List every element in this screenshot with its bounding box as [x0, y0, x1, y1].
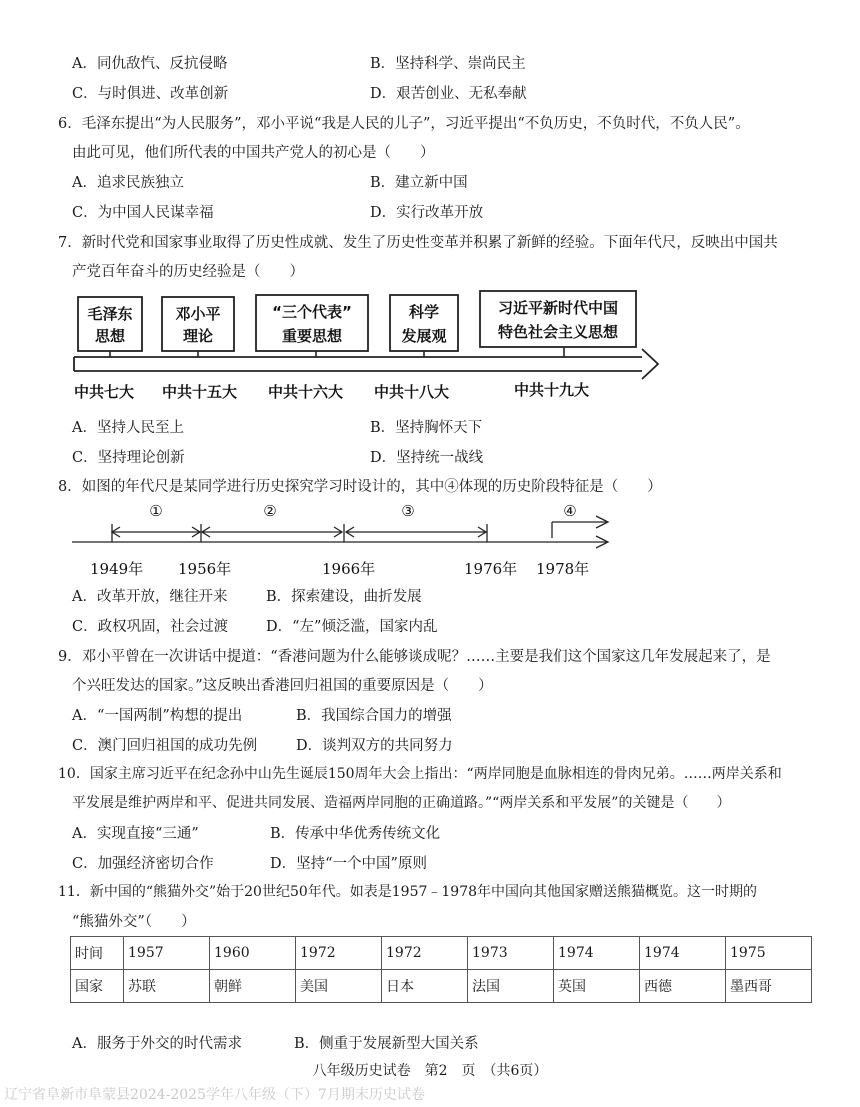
q6-stem-line1: 6．毛泽东提出“为人民服务”，邓小平说“我是人民的儿子”，习近平提出“不负历史，不负时代，不负人民”。	[58, 116, 750, 132]
q10-stem-line2: 平发展是维护两岸和平、促进共同发展、造福两岸同胞的正确道路。”“两岸关系和平发展”的关键是（ ）	[72, 795, 731, 811]
page-footer: 八年级历史试卷 第2 页 （共6页）	[312, 1063, 548, 1079]
q8-option-b: B．探索建设，曲折发展	[266, 589, 422, 605]
q8-mark-4: ④	[563, 502, 577, 520]
q10-option-b: B．传承中华优秀传统文化	[270, 826, 441, 842]
q7-option-c: C．坚持理论创新	[72, 450, 185, 466]
q10-option-c: C．加强经济密切合作	[72, 856, 214, 872]
q6-option-d: D．实行改革开放	[370, 205, 484, 221]
table-cell: 1960	[210, 937, 296, 970]
svg-text:“三个代表”: “三个代表”	[272, 303, 352, 321]
table-cell: 苏联	[124, 970, 210, 1003]
q7-option-b: B．坚持胸怀天下	[370, 420, 483, 436]
watermark-text: 辽宁省阜新市阜蒙县2024-2025学年八年级（下）7月期末历史试卷	[4, 1087, 425, 1103]
svg-text:理论: 理论	[182, 327, 214, 345]
table-cell: 国家	[71, 970, 124, 1003]
q7-option-a: A．坚持人民至上	[72, 420, 184, 436]
q5-option-d: D．艰苦创业、无私奉献	[370, 86, 527, 102]
q6-option-a: A．追求民族独立	[72, 175, 184, 191]
q11-stem-line2: “熊猫外交”（ ）	[72, 914, 196, 930]
q8-year-1966: 1966年	[322, 560, 376, 578]
svg-text:邓小平: 邓小平	[175, 305, 221, 323]
q8-option-c: C．政权巩固，社会过渡	[72, 619, 229, 635]
table-row	[71, 970, 812, 1003]
q7-theory-box-2	[162, 297, 234, 351]
q11-option-b: B．侧重于发展新型大国关系	[294, 1036, 479, 1052]
q7-congress-16: 中共十六大	[268, 383, 344, 401]
q11-panda-table	[70, 936, 812, 1003]
q7-congress-15: 中共十五大	[162, 383, 238, 401]
svg-text:科学: 科学	[408, 303, 440, 321]
q9-option-c: C．澳门回归祖国的成功先例	[72, 738, 258, 754]
q9-option-b: B．我国综合国力的增强	[296, 708, 452, 724]
table-cell: 1974	[640, 937, 726, 970]
svg-text:习近平新时代中国: 习近平新时代中国	[497, 299, 619, 317]
q8-timeline-figure	[66, 498, 626, 582]
table-cell: 朝鲜	[210, 970, 296, 1003]
q7-timeline-figure	[70, 287, 670, 409]
q8-year-1976: 1976年	[464, 560, 518, 578]
q5-option-c: C．与时俱进、改革创新	[72, 86, 229, 102]
q8-mark-1: ①	[149, 502, 163, 520]
q8-stem: 8．如图的年代尺是某同学进行历史探究学习时设计的，其中④体现的历史阶段特征是（ ）	[58, 479, 662, 495]
q7-congress-18: 中共十八大	[374, 383, 450, 401]
q9-option-a: A．“一国两制”构想的提出	[72, 708, 243, 724]
q6-option-b: B．建立新中国	[370, 175, 468, 191]
q7-congress-19: 中共十九大	[514, 381, 590, 399]
q8-option-d: D．“左”倾泛滥，国家内乱	[266, 619, 438, 635]
svg-text:特色社会主义思想: 特色社会主义思想	[497, 323, 619, 341]
q9-stem-line1: 9．邓小平曾在一次讲话中提道：“香港问题为什么能够谈成呢？……主要是我们这个国家这几年发展起来了，是	[58, 649, 771, 665]
table-cell: 西德	[640, 970, 726, 1003]
table-cell: 1957	[124, 937, 210, 970]
svg-text:毛泽东: 毛泽东	[87, 305, 133, 323]
table-cell: 1975	[726, 937, 812, 970]
q7-congress-7: 中共七大	[74, 383, 135, 401]
q7-stem-line2: 产党百年奋斗的历史经验是（ ）	[72, 264, 304, 280]
q9-stem-line2: 个兴旺发达的国家。”这反映出香港回归祖国的重要原因是（ ）	[72, 678, 493, 694]
q8-year-1978: 1978年	[536, 560, 590, 578]
q7-theory-box-3	[256, 295, 368, 351]
q8-mark-2: ②	[263, 502, 277, 520]
table-cell: 法国	[468, 970, 554, 1003]
q8-year-1956: 1956年	[178, 560, 232, 578]
table-cell: 1972	[296, 937, 382, 970]
q8-mark-3: ③	[401, 502, 415, 520]
q10-option-d: D．坚持“一个中国”原则	[270, 856, 427, 872]
svg-text:思想: 思想	[94, 327, 126, 345]
table-cell: 时间	[71, 937, 124, 970]
q10-option-a: A．实现直接“三通”	[72, 826, 199, 842]
q10-stem-line1: 10．国家主席习近平在纪念孙中山先生诞辰150周年大会上指出：“两岸同胞是血脉相连的骨肉兄弟。……两岸关系和	[58, 766, 782, 782]
table-cell: 日本	[382, 970, 468, 1003]
q5-option-b: B．坚持科学、崇尚民主	[370, 56, 526, 72]
q6-option-c: C．为中国人民谋幸福	[72, 205, 214, 221]
q11-option-a: A．服务于外交的时代需求	[72, 1036, 242, 1052]
table-cell: 墨西哥	[726, 970, 812, 1003]
q8-option-a: A．改革开放，继往开来	[72, 589, 228, 605]
q7-timeline-arrow	[74, 349, 658, 379]
table-cell: 1974	[554, 937, 640, 970]
q6-stem-line2: 由此可见，他们所代表的中国共产党人的初心是（ ）	[72, 145, 435, 161]
q8-year-1949: 1949年	[90, 560, 144, 578]
q7-theory-box-4	[390, 295, 458, 351]
q9-option-d: D．谈判双方的共同努力	[296, 738, 453, 754]
q7-option-d: D．坚持统一战线	[370, 450, 484, 466]
q11-stem-line1: 11．新中国的“熊猫外交”始于20世纪50年代。如表是1957﹣1978年中国向其他国家赠送熊猫概览。这一时期的	[58, 884, 758, 900]
table-cell: 1972	[382, 937, 468, 970]
q7-theory-box-5	[480, 291, 636, 347]
svg-text:发展观: 发展观	[401, 327, 447, 345]
table-cell: 英国	[554, 970, 640, 1003]
table-row	[71, 937, 812, 970]
table-cell: 1973	[468, 937, 554, 970]
table-cell: 美国	[296, 970, 382, 1003]
q5-option-a: A．同仇敌忾、反抗侵略	[72, 56, 228, 72]
svg-text:重要思想: 重要思想	[281, 327, 343, 345]
q7-stem-line1: 7．新时代党和国家事业取得了历史性成就、发生了历史性变革并积累了新鲜的经验。下面年代尺，反映出中国共	[58, 235, 778, 251]
q7-theory-box-1	[78, 297, 142, 351]
